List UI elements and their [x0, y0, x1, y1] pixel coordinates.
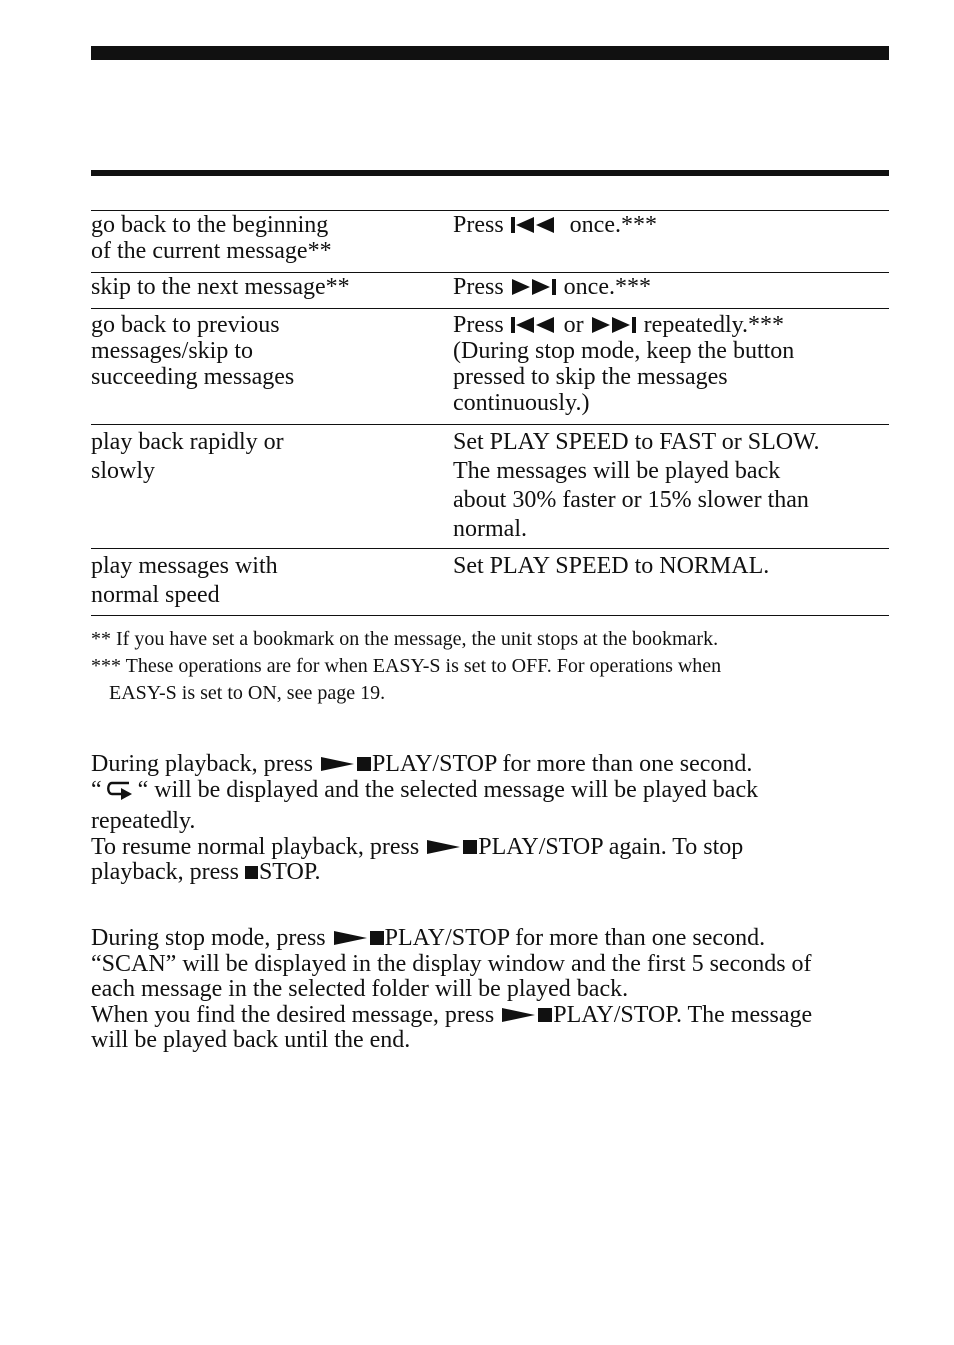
repeat-icon — [106, 779, 134, 810]
action-cell: play back rapidly or slowly — [91, 425, 453, 549]
play-stop-icon — [333, 930, 385, 946]
prev-track-icon — [510, 316, 558, 334]
footnote-easy-s-cont: EASY-S is set to ON, see page 19. — [109, 682, 386, 704]
action-cell: go back to previous messages/skip to succeeding messages — [91, 309, 453, 425]
operations-table — [91, 210, 889, 616]
table-row — [91, 309, 889, 425]
table-row — [91, 211, 889, 273]
section-rule — [91, 170, 889, 176]
play-stop-icon — [501, 1007, 553, 1023]
footnote-easy-s: *** These operations are for when EASY-S is set to OFF. For operations when — [91, 655, 722, 677]
operation-cell: Press or repeatedly.*** (During stop mode, keep the button pressed to skip the messages continuously.) — [453, 309, 889, 425]
table-row — [91, 549, 889, 616]
play-stop-icon — [320, 756, 372, 772]
table-row — [91, 425, 889, 549]
header-bar — [91, 46, 889, 60]
repeat-play-paragraph: During playback, press PLAY/STOP for more than one second. “ “ will be displayed and the selected message will be played back repeatedly. To resume normal playback, press PLAY/STOP again. To stop playback, press STOP. — [91, 751, 759, 885]
footnote-bookmark: ** If you have set a bookmark on the message, the unit stops at the bookmark. — [91, 628, 719, 650]
next-track-icon — [590, 316, 638, 334]
prev-track-icon — [510, 216, 558, 234]
operation-cell: Set PLAY SPEED to FAST or SLOW. The messages will be played back about 30% faster or 15% slower than normal. — [453, 425, 889, 549]
next-track-icon — [510, 278, 558, 296]
scan-play-paragraph: During stop mode, press PLAY/STOP for more than one second. “SCAN” will be displayed in the display window and the first 5 seconds of each message in the selected folder will be played back. When you find the desired message, press PLAY/STOP. The message will be played back until the end. — [91, 925, 813, 1053]
play-stop-icon — [426, 839, 478, 855]
operation-cell: Press once.*** — [453, 273, 889, 309]
action-cell: skip to the next message** — [91, 273, 453, 309]
action-cell: play messages with normal speed — [91, 549, 453, 616]
operation-cell: Set PLAY SPEED to NORMAL. — [453, 549, 889, 616]
table-row — [91, 273, 889, 309]
stop-icon — [245, 866, 258, 879]
action-cell: go back to the beginning of the current message** — [91, 211, 453, 273]
operation-cell: Press once.*** — [453, 211, 889, 273]
footnotes — [91, 626, 891, 707]
